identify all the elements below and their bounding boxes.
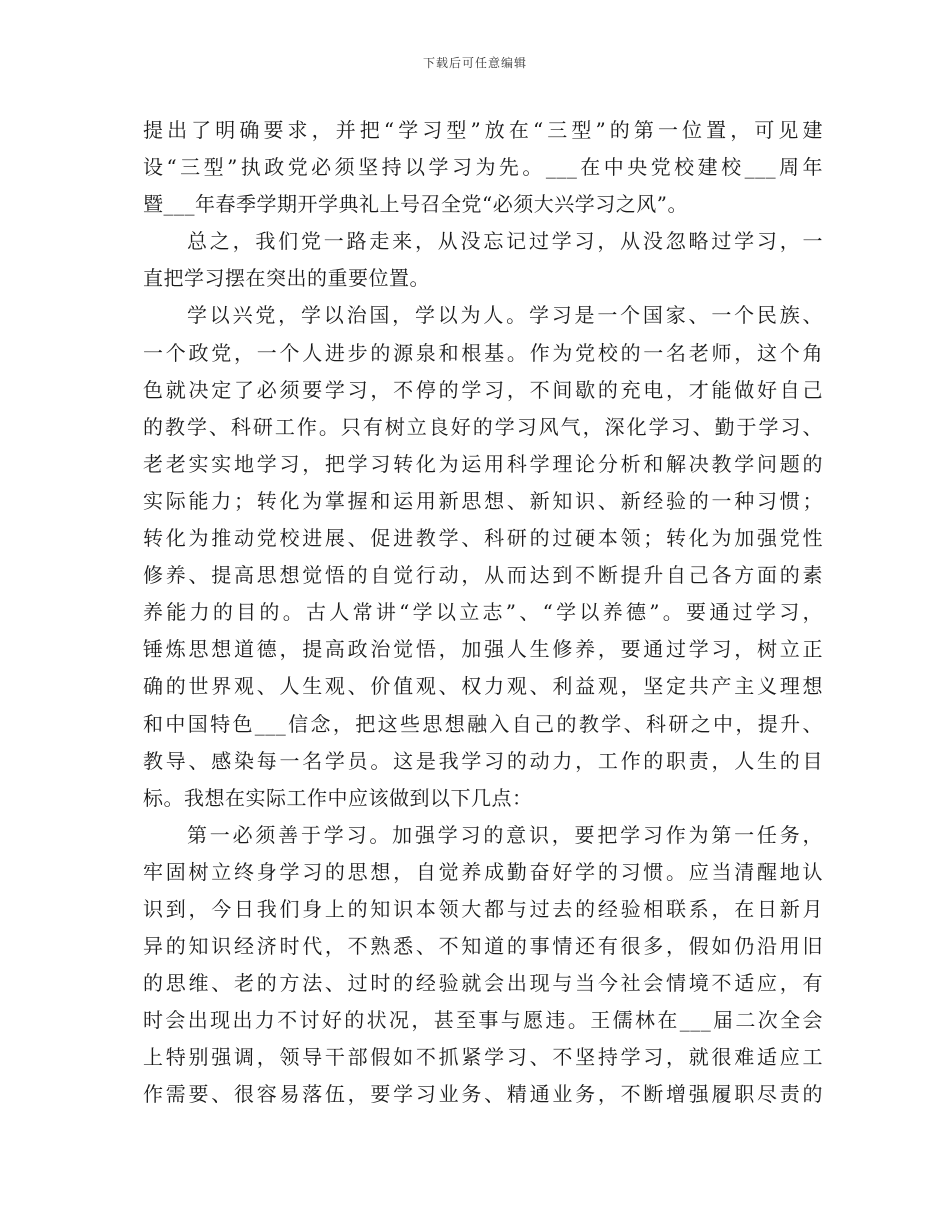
text-line: 总之，我们党一路走来，从没忘记过学习，从没忽略过学习，一 bbox=[187, 229, 823, 254]
text-line: 直把学习摆在突出的重要位置。 bbox=[143, 266, 430, 291]
text-line: 设“三型”执政党必须坚持以学习为先。___在中央党校建校___周年 bbox=[143, 155, 823, 180]
text-line: 时会出现出力不讨好的状况，甚至事与愿违。王儒林在___届二次全会 bbox=[143, 1008, 823, 1033]
page-header: 下载后可任意编辑 bbox=[422, 56, 527, 70]
document-body bbox=[143, 112, 823, 1114]
text-line: 养能力的目的。古人常讲“学以立志”、“学以养德”。要通过学习， bbox=[143, 600, 823, 625]
text-line: 和中国特色___信念，把这些思想融入自己的教学、科研之中，提升、 bbox=[143, 711, 823, 736]
text-line: 一个政党，一个人进步的源泉和根基。作为党校的一名老师，这个角 bbox=[143, 340, 823, 365]
text-line: 确的世界观、人生观、价值观、权力观、利益观，坚定共产主义理想 bbox=[143, 674, 823, 699]
text-line: 学以兴党，学以治国，学以为人。学习是一个国家、一个民族、 bbox=[187, 303, 823, 328]
text-line: 牢固树立终身学习的思想，自觉养成勤奋好学的习惯。应当清醒地认 bbox=[143, 859, 823, 884]
text-line: 暨___年春季学期开学典礼上号召全党“必须大兴学习之风”。 bbox=[143, 192, 688, 217]
text-line: 色就决定了必须要学习，不停的学习，不间歇的充电，才能做好自己 bbox=[143, 377, 823, 402]
text-line: 教导、感染每一名学员。这是我学习的动力，工作的职责，人生的目 bbox=[143, 748, 823, 773]
text-line: 异的知识经济时代，不熟悉、不知道的事情还有很多，假如仍沿用旧 bbox=[143, 934, 823, 959]
text-line: 识到，今日我们身上的知识本领大都与过去的经验相联系，在日新月 bbox=[143, 896, 823, 921]
text-line: 提出了明确要求，并把“学习型”放在“三型”的第一位置，可见建 bbox=[143, 118, 823, 142]
text-line: 标。我想在实际工作中应该做到以下几点： bbox=[143, 785, 533, 810]
text-line: 转化为推动党校进展、促进教学、科研的过硬本领；转化为加强党性 bbox=[143, 526, 823, 551]
text-line: 作需要、很容易落伍，要学习业务、精通业务，不断增强履职尽责的 bbox=[143, 1082, 823, 1107]
text-line: 老老实实地学习，把学习转化为运用科学理论分析和解决教学问题的 bbox=[143, 451, 823, 476]
text-line: 上特别强调，领导干部假如不抓紧学习、不坚持学习，就很难适应工 bbox=[143, 1045, 823, 1070]
text-line: 第一必须善于学习。加强学习的意识，要把学习作为第一任务， bbox=[187, 822, 823, 847]
text-line: 修养、提高思想觉悟的自觉行动，从而达到不断提升自己各方面的素 bbox=[143, 563, 823, 588]
text-line: 实际能力；转化为掌握和运用新思想、新知识、新经验的一种习惯； bbox=[143, 488, 823, 513]
text-line: 的思维、老的方法、过时的经验就会出现与当今社会情境不适应，有 bbox=[143, 971, 823, 996]
text-line: 的教学、科研工作。只有树立良好的学习风气，深化学习、勤于学习、 bbox=[143, 414, 823, 439]
text-line: 锤炼思想道德，提高政治觉悟，加强人生修养，要通过学习，树立正 bbox=[143, 637, 823, 662]
